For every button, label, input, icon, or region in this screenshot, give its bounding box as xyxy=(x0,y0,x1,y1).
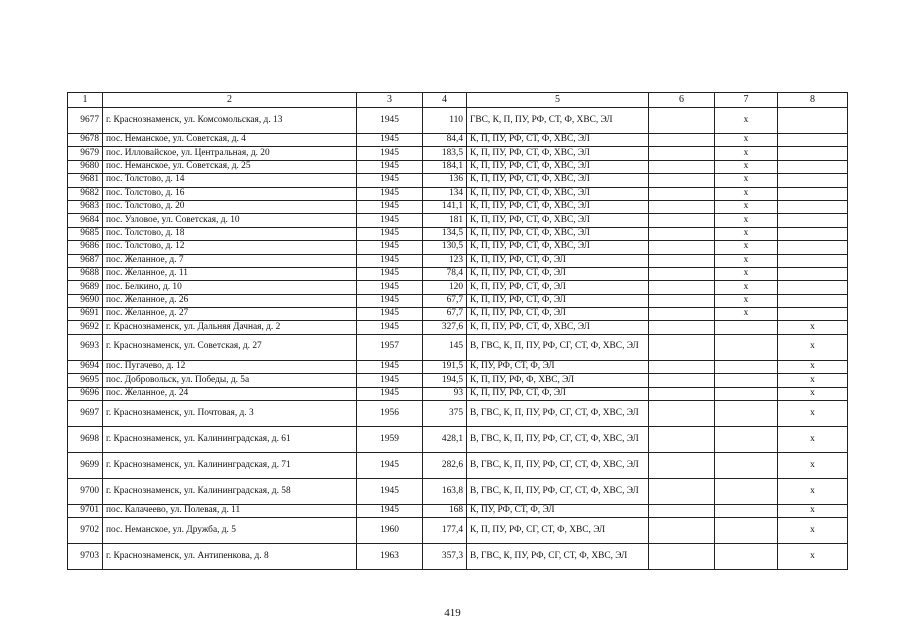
address-cell: г. Краснознаменск, ул. Антипенкова, д. 8 xyxy=(103,544,357,570)
col8-mark xyxy=(778,281,848,294)
table-row xyxy=(68,200,848,213)
header-col-1: 1 xyxy=(68,93,103,108)
address-cell: пос. Желанное, д. 26 xyxy=(103,294,357,307)
address-cell: пос. Толстово, д. 18 xyxy=(103,227,357,240)
table-row xyxy=(68,453,848,479)
col6-cell xyxy=(649,479,715,505)
col8-mark: х xyxy=(778,387,848,400)
record-number: 9681 xyxy=(68,174,103,187)
year-cell: 1945 xyxy=(357,174,423,187)
col7-mark: х xyxy=(715,254,778,267)
record-number: 9699 xyxy=(68,453,103,479)
record-number: 9678 xyxy=(68,134,103,147)
col7-mark: х xyxy=(715,174,778,187)
col7-mark: х xyxy=(715,134,778,147)
col6-cell xyxy=(649,187,715,200)
page-number: 419 xyxy=(444,607,461,619)
col6-cell xyxy=(649,267,715,280)
area-cell: 120 xyxy=(423,281,467,294)
col8-mark xyxy=(778,254,848,267)
record-number: 9691 xyxy=(68,308,103,321)
address-cell: пос. Желанное, д. 24 xyxy=(103,387,357,400)
col6-cell xyxy=(649,147,715,160)
year-cell: 1945 xyxy=(357,281,423,294)
col7-mark: х xyxy=(715,214,778,227)
year-cell: 1963 xyxy=(357,544,423,570)
area-cell: 375 xyxy=(423,401,467,427)
col8-mark xyxy=(778,214,848,227)
table-row xyxy=(68,479,848,505)
address-cell: г. Краснознаменск, ул. Дальняя Дачная, д. 2 xyxy=(103,321,357,334)
col7-mark: х xyxy=(715,241,778,254)
record-number: 9680 xyxy=(68,160,103,173)
table-row xyxy=(68,254,848,267)
record-number: 9694 xyxy=(68,360,103,373)
col7-mark xyxy=(715,479,778,505)
area-cell: 145 xyxy=(423,334,467,360)
utilities-cell: В, ГВС, К, П, ПУ, РФ, СГ, СТ, Ф, ХВС, ЭЛ xyxy=(467,427,649,453)
col6-cell xyxy=(649,214,715,227)
area-cell: 428,1 xyxy=(423,427,467,453)
col7-mark xyxy=(715,453,778,479)
year-cell: 1945 xyxy=(357,214,423,227)
col8-mark: х xyxy=(778,518,848,544)
address-cell: г. Краснознаменск, ул. Почтовая, д. 3 xyxy=(103,401,357,427)
record-number: 9693 xyxy=(68,334,103,360)
col6-cell xyxy=(649,401,715,427)
record-number: 9690 xyxy=(68,294,103,307)
record-number: 9684 xyxy=(68,214,103,227)
col8-mark xyxy=(778,241,848,254)
record-number: 9679 xyxy=(68,147,103,160)
address-cell: пос. Узловое, ул. Советская, д. 10 xyxy=(103,214,357,227)
address-cell: пос. Неманское, ул. Дружба, д. 5 xyxy=(103,518,357,544)
utilities-cell: К, П, ПУ, РФ, СТ, Ф, ХВС, ЭЛ xyxy=(467,160,649,173)
col7-mark: х xyxy=(715,200,778,213)
utilities-cell: В, ГВС, К, П, ПУ, РФ, СГ, СТ, Ф, ХВС, ЭЛ xyxy=(467,479,649,505)
col8-mark: х xyxy=(778,479,848,505)
table-row xyxy=(68,241,848,254)
table-row xyxy=(68,427,848,453)
year-cell: 1945 xyxy=(357,227,423,240)
col8-mark: х xyxy=(778,321,848,334)
area-cell: 184,1 xyxy=(423,160,467,173)
year-cell: 1945 xyxy=(357,241,423,254)
table-row xyxy=(68,108,848,134)
utilities-cell: ГВС, К, П, ПУ, РФ, СТ, Ф, ХВС, ЭЛ xyxy=(467,108,649,134)
area-cell: 78,4 xyxy=(423,267,467,280)
record-number: 9688 xyxy=(68,267,103,280)
col8-mark: х xyxy=(778,453,848,479)
col8-mark xyxy=(778,160,848,173)
col7-mark xyxy=(715,387,778,400)
col6-cell xyxy=(649,241,715,254)
table-row xyxy=(68,401,848,427)
header-col-5: 5 xyxy=(467,93,649,108)
area-cell: 93 xyxy=(423,387,467,400)
year-cell: 1957 xyxy=(357,334,423,360)
table-row xyxy=(68,387,848,400)
utilities-cell: К, П, ПУ, РФ, СТ, Ф, ЭЛ xyxy=(467,267,649,280)
area-cell: 110 xyxy=(423,108,467,134)
table-row xyxy=(68,267,848,280)
col8-mark xyxy=(778,147,848,160)
utilities-cell: К, П, ПУ, РФ, СТ, Ф, ХВС, ЭЛ xyxy=(467,321,649,334)
utilities-cell: В, ГВС, К, П, ПУ, РФ, СГ, СТ, Ф, ХВС, ЭЛ xyxy=(467,334,649,360)
header-col-7: 7 xyxy=(715,93,778,108)
col6-cell xyxy=(649,160,715,173)
col6-cell xyxy=(649,227,715,240)
area-cell: 183,5 xyxy=(423,147,467,160)
table-row xyxy=(68,227,848,240)
table-row xyxy=(68,360,848,373)
address-cell: пос. Желанное, д. 27 xyxy=(103,308,357,321)
utilities-cell: К, П, ПУ, РФ, СТ, Ф, ХВС, ЭЛ xyxy=(467,134,649,147)
address-cell: пос. Илловайское, ул. Центральная, д. 20 xyxy=(103,147,357,160)
col7-mark xyxy=(715,401,778,427)
address-cell: пос. Толстово, д. 16 xyxy=(103,187,357,200)
area-cell: 168 xyxy=(423,505,467,518)
header-col-8: 8 xyxy=(778,93,848,108)
col8-mark: х xyxy=(778,505,848,518)
address-cell: г. Краснознаменск, ул. Калининградская, д. 58 xyxy=(103,479,357,505)
table-row xyxy=(68,518,848,544)
area-cell: 134,5 xyxy=(423,227,467,240)
utilities-cell: К, П, ПУ, РФ, СТ, Ф, ЭЛ xyxy=(467,387,649,400)
col6-cell xyxy=(649,360,715,373)
col6-cell xyxy=(649,518,715,544)
table-row xyxy=(68,214,848,227)
year-cell: 1945 xyxy=(357,321,423,334)
area-cell: 191,5 xyxy=(423,360,467,373)
record-number: 9698 xyxy=(68,427,103,453)
table-row xyxy=(68,160,848,173)
year-cell: 1945 xyxy=(357,267,423,280)
header-row xyxy=(68,93,848,108)
record-number: 9685 xyxy=(68,227,103,240)
header-col-3: 3 xyxy=(357,93,423,108)
col8-mark: х xyxy=(778,544,848,570)
col7-mark: х xyxy=(715,160,778,173)
col8-mark xyxy=(778,267,848,280)
address-cell: пос. Белкино, д. 10 xyxy=(103,281,357,294)
utilities-cell: К, П, ПУ, РФ, СТ, Ф, ЭЛ xyxy=(467,294,649,307)
col7-mark xyxy=(715,360,778,373)
address-cell: пос. Добровольск, ул. Победы, д. 5а xyxy=(103,374,357,387)
col7-mark xyxy=(715,321,778,334)
col6-cell xyxy=(649,174,715,187)
col7-mark: х xyxy=(715,147,778,160)
record-number: 9700 xyxy=(68,479,103,505)
utilities-cell: К, П, ПУ, РФ, СГ, СТ, Ф, ХВС, ЭЛ xyxy=(467,518,649,544)
record-number: 9692 xyxy=(68,321,103,334)
table-body xyxy=(68,108,848,570)
col7-mark xyxy=(715,505,778,518)
col7-mark xyxy=(715,544,778,570)
housing-register-table xyxy=(67,92,848,570)
address-cell: пос. Толстово, д. 20 xyxy=(103,200,357,213)
col7-mark: х xyxy=(715,267,778,280)
year-cell: 1945 xyxy=(357,294,423,307)
col8-mark: х xyxy=(778,374,848,387)
area-cell: 67,7 xyxy=(423,294,467,307)
utilities-cell: К, П, ПУ, РФ, СТ, Ф, ХВС, ЭЛ xyxy=(467,187,649,200)
address-cell: г. Краснознаменск, ул. Калининградская, д. 61 xyxy=(103,427,357,453)
col8-mark: х xyxy=(778,427,848,453)
utilities-cell: К, П, ПУ, РФ, СТ, Ф, ЭЛ xyxy=(467,281,649,294)
utilities-cell: К, П, ПУ, РФ, Ф, ХВС, ЭЛ xyxy=(467,374,649,387)
utilities-cell: К, ПУ, РФ, СТ, Ф, ЭЛ xyxy=(467,505,649,518)
address-cell: пос. Неманское, ул. Советская, д. 4 xyxy=(103,134,357,147)
year-cell: 1945 xyxy=(357,200,423,213)
address-cell: пос. Пугачево, д. 12 xyxy=(103,360,357,373)
col6-cell xyxy=(649,281,715,294)
utilities-cell: К, ПУ, РФ, СТ, Ф, ЭЛ xyxy=(467,360,649,373)
record-number: 9689 xyxy=(68,281,103,294)
col6-cell xyxy=(649,321,715,334)
record-number: 9697 xyxy=(68,401,103,427)
table-row xyxy=(68,147,848,160)
table-row xyxy=(68,544,848,570)
record-number: 9677 xyxy=(68,108,103,134)
year-cell: 1945 xyxy=(357,160,423,173)
area-cell: 177,4 xyxy=(423,518,467,544)
address-cell: пос. Калачеево, ул. Полевая, д. 11 xyxy=(103,505,357,518)
col7-mark xyxy=(715,518,778,544)
record-number: 9686 xyxy=(68,241,103,254)
year-cell: 1956 xyxy=(357,401,423,427)
col7-mark: х xyxy=(715,227,778,240)
area-cell: 134 xyxy=(423,187,467,200)
header-col-2: 2 xyxy=(103,93,357,108)
utilities-cell: В, ГВС, К, П, ПУ, РФ, СГ, СТ, Ф, ХВС, ЭЛ xyxy=(467,453,649,479)
area-cell: 67,7 xyxy=(423,308,467,321)
area-cell: 282,6 xyxy=(423,453,467,479)
col6-cell xyxy=(649,374,715,387)
col7-mark xyxy=(715,334,778,360)
table-row xyxy=(68,308,848,321)
record-number: 9695 xyxy=(68,374,103,387)
year-cell: 1945 xyxy=(357,360,423,373)
year-cell: 1945 xyxy=(357,147,423,160)
table-row xyxy=(68,321,848,334)
year-cell: 1945 xyxy=(357,374,423,387)
col7-mark: х xyxy=(715,281,778,294)
address-cell: пос. Толстово, д. 12 xyxy=(103,241,357,254)
record-number: 9703 xyxy=(68,544,103,570)
table-row xyxy=(68,174,848,187)
utilities-cell: В, ГВС, К, П, ПУ, РФ, СГ, СТ, Ф, ХВС, ЭЛ xyxy=(467,401,649,427)
header-col-4: 4 xyxy=(423,93,467,108)
address-cell: г. Краснознаменск, ул. Комсомольская, д. 13 xyxy=(103,108,357,134)
col7-mark xyxy=(715,427,778,453)
record-number: 9683 xyxy=(68,200,103,213)
col8-mark xyxy=(778,187,848,200)
record-number: 9702 xyxy=(68,518,103,544)
col8-mark xyxy=(778,294,848,307)
area-cell: 130,5 xyxy=(423,241,467,254)
col6-cell xyxy=(649,294,715,307)
year-cell: 1945 xyxy=(357,505,423,518)
table-row xyxy=(68,134,848,147)
area-cell: 141,1 xyxy=(423,200,467,213)
area-cell: 123 xyxy=(423,254,467,267)
year-cell: 1945 xyxy=(357,479,423,505)
col6-cell xyxy=(649,200,715,213)
area-cell: 181 xyxy=(423,214,467,227)
year-cell: 1945 xyxy=(357,134,423,147)
record-number: 9701 xyxy=(68,505,103,518)
table-row xyxy=(68,187,848,200)
table-row xyxy=(68,334,848,360)
utilities-cell: К, П, ПУ, РФ, СТ, Ф, ХВС, ЭЛ xyxy=(467,214,649,227)
year-cell: 1945 xyxy=(357,308,423,321)
header-col-6: 6 xyxy=(649,93,715,108)
col6-cell xyxy=(649,453,715,479)
record-number: 9696 xyxy=(68,387,103,400)
col8-mark xyxy=(778,174,848,187)
utilities-cell: К, П, ПУ, РФ, СТ, Ф, ХВС, ЭЛ xyxy=(467,241,649,254)
year-cell: 1945 xyxy=(357,187,423,200)
table-row xyxy=(68,374,848,387)
col6-cell xyxy=(649,387,715,400)
col8-mark: х xyxy=(778,334,848,360)
col8-mark xyxy=(778,200,848,213)
area-cell: 136 xyxy=(423,174,467,187)
col8-mark xyxy=(778,308,848,321)
col6-cell xyxy=(649,505,715,518)
record-number: 9687 xyxy=(68,254,103,267)
col6-cell xyxy=(649,427,715,453)
col7-mark: х xyxy=(715,108,778,134)
table-row xyxy=(68,294,848,307)
utilities-cell: К, П, ПУ, РФ, СТ, Ф, ХВС, ЭЛ xyxy=(467,174,649,187)
address-cell: пос. Толстово, д. 14 xyxy=(103,174,357,187)
col7-mark xyxy=(715,374,778,387)
year-cell: 1959 xyxy=(357,427,423,453)
year-cell: 1945 xyxy=(357,387,423,400)
table-row xyxy=(68,281,848,294)
address-cell: г. Краснознаменск, ул. Советская, д. 27 xyxy=(103,334,357,360)
address-cell: пос. Неманское, ул. Советская, д. 25 xyxy=(103,160,357,173)
col6-cell xyxy=(649,254,715,267)
year-cell: 1945 xyxy=(357,254,423,267)
utilities-cell: К, П, ПУ, РФ, СТ, Ф, ЭЛ xyxy=(467,308,649,321)
col6-cell xyxy=(649,108,715,134)
utilities-cell: К, П, ПУ, РФ, СТ, Ф, ХВС, ЭЛ xyxy=(467,147,649,160)
table-row xyxy=(68,505,848,518)
col7-mark: х xyxy=(715,187,778,200)
year-cell: 1945 xyxy=(357,453,423,479)
col7-mark: х xyxy=(715,294,778,307)
col8-mark: х xyxy=(778,401,848,427)
col6-cell xyxy=(649,334,715,360)
area-cell: 163,8 xyxy=(423,479,467,505)
record-number: 9682 xyxy=(68,187,103,200)
area-cell: 194,5 xyxy=(423,374,467,387)
year-cell: 1960 xyxy=(357,518,423,544)
col8-mark xyxy=(778,227,848,240)
col6-cell xyxy=(649,544,715,570)
address-cell: пос. Желанное, д. 11 xyxy=(103,267,357,280)
year-cell: 1945 xyxy=(357,108,423,134)
area-cell: 327,6 xyxy=(423,321,467,334)
utilities-cell: К, П, ПУ, РФ, СТ, Ф, ХВС, ЭЛ xyxy=(467,200,649,213)
col8-mark xyxy=(778,108,848,134)
area-cell: 357,3 xyxy=(423,544,467,570)
address-cell: г. Краснознаменск, ул. Калининградская, д. 71 xyxy=(103,453,357,479)
utilities-cell: К, П, ПУ, РФ, СТ, Ф, ХВС, ЭЛ xyxy=(467,227,649,240)
col6-cell xyxy=(649,308,715,321)
utilities-cell: К, П, ПУ, РФ, СТ, Ф, ЭЛ xyxy=(467,254,649,267)
col8-mark xyxy=(778,134,848,147)
utilities-cell: В, ГВС, К, ПУ, РФ, СГ, СТ, Ф, ХВС, ЭЛ xyxy=(467,544,649,570)
area-cell: 84,4 xyxy=(423,134,467,147)
col6-cell xyxy=(649,134,715,147)
col8-mark: х xyxy=(778,360,848,373)
address-cell: пос. Желанное, д. 7 xyxy=(103,254,357,267)
col7-mark: х xyxy=(715,308,778,321)
